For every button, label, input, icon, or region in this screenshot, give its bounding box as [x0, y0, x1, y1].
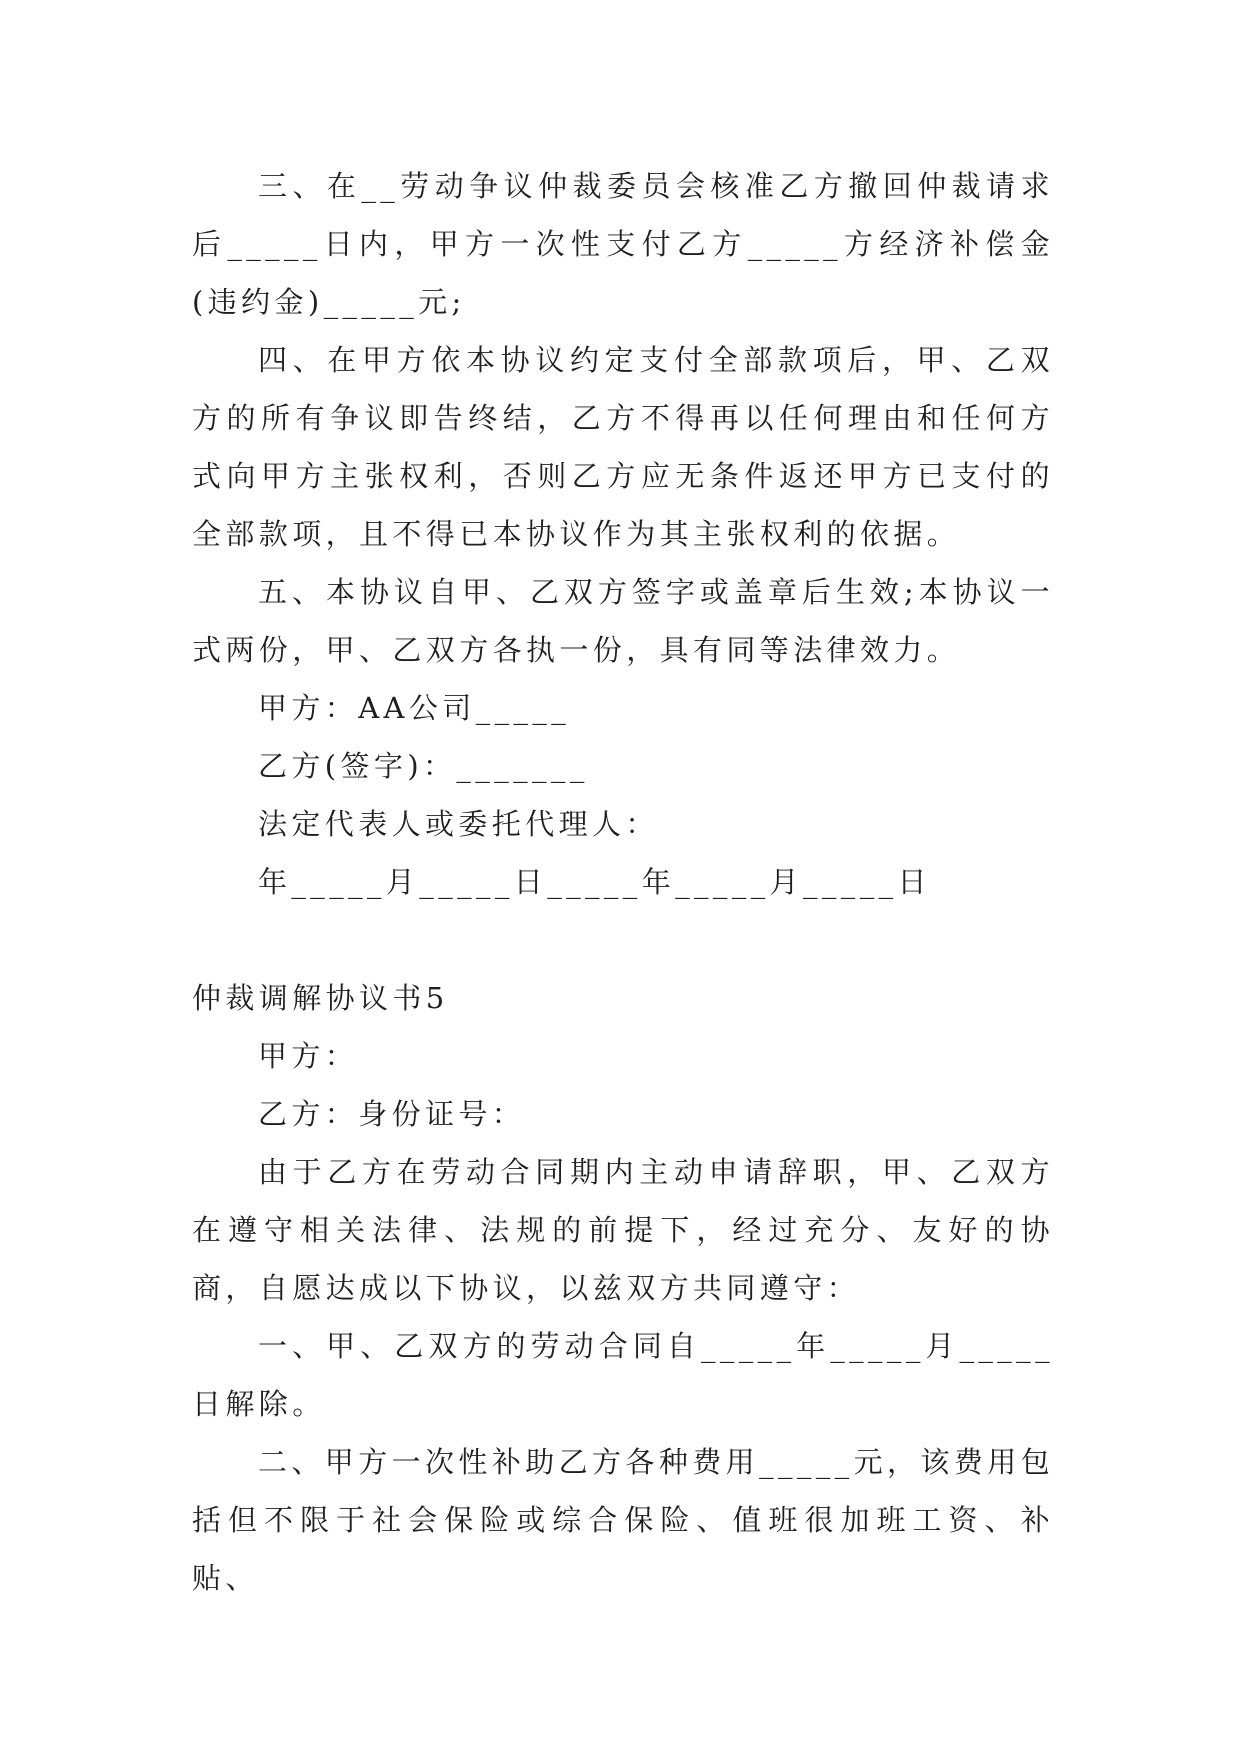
party-b-signature: 乙方(签字)：_______ — [258, 749, 589, 783]
representative-line: 法定代表人或委托代理人： — [258, 807, 659, 841]
clause-one: 一、甲、乙双方的劳动合同自_____年_____月_____日解除。 — [192, 1329, 1054, 1421]
party-b-label: 乙方：身份证号： — [258, 1097, 526, 1131]
clause-four: 四、在甲方依本协议约定支付全部款项后，甲、乙双方的所有争议即告终结，乙方不得再以任何理由和任何方式向甲方主张权利，否则乙方应无条件返还甲方已支付的全部款项，且不得已本协议作为其主张权利的依据。 — [192, 343, 1054, 551]
clause-three: 三、在__劳动争议仲裁委员会核准乙方撤回仲裁请求后_____日内，甲方一次性支付乙方_____方经济补偿金(违约金)_____元; — [192, 169, 1054, 319]
clause-two: 二、甲方一次性补助乙方各种费用_____元，该费用包括但不限于社会保险或综合保险、值班很加班工资、补贴、 — [192, 1445, 1054, 1595]
party-a-label: 甲方： — [258, 1039, 359, 1073]
party-a-signature: 甲方：AA公司_____ — [258, 691, 571, 725]
clause-five: 五、本协议自甲、乙双方签字或盖章后生效;本协议一式两份，甲、乙双方各执一份，具有同等法律效力。 — [192, 575, 1054, 667]
date-line: 年_____月_____日_____年_____月_____日 — [258, 865, 931, 899]
intro-paragraph: 由于乙方在劳动合同期内主动申请辞职，甲、乙双方在遵守相关法律、法规的前提下，经过充分、友好的协商，自愿达成以下协议，以兹双方共同遵守： — [192, 1155, 1054, 1305]
section-title: 仲裁调解协议书5 — [192, 981, 449, 1015]
document-body — [192, 157, 1054, 1607]
